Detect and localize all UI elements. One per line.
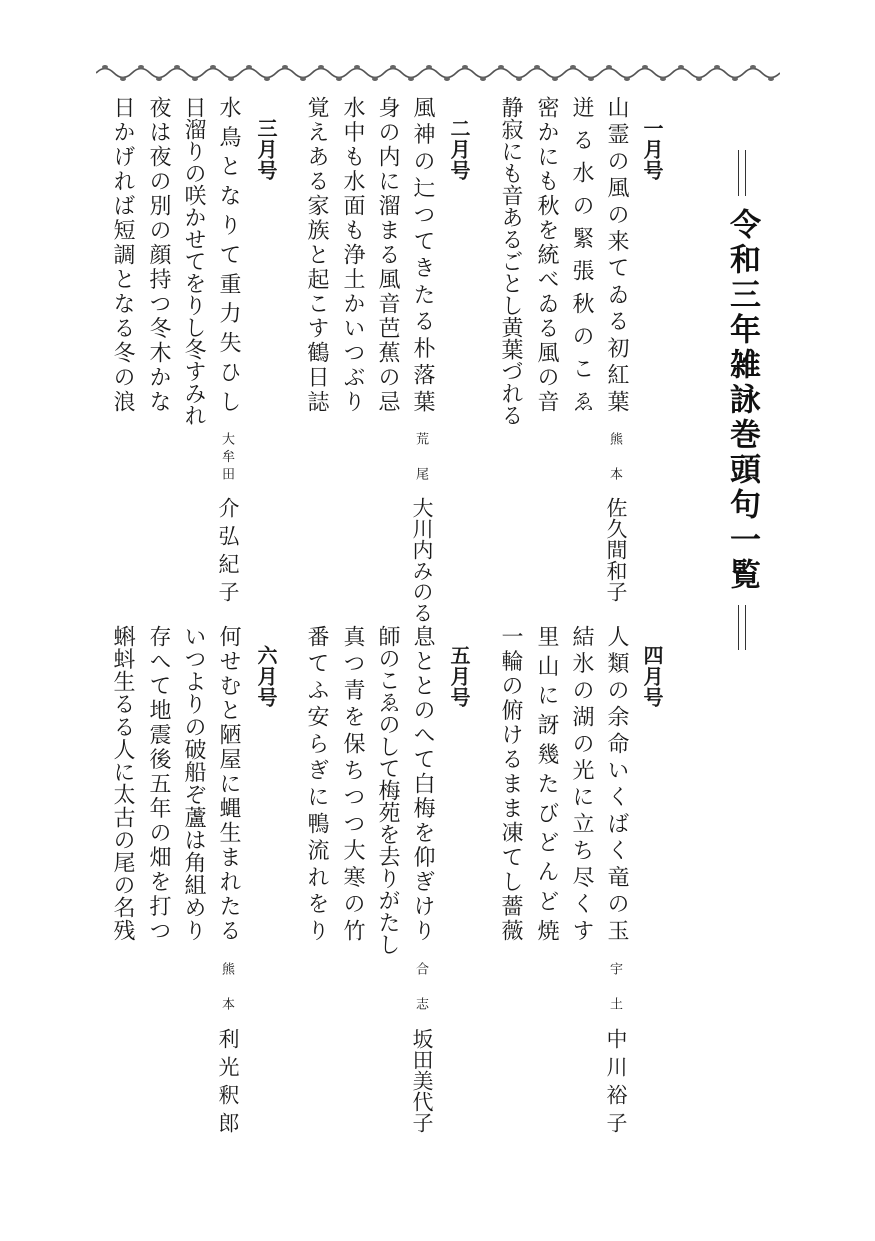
haiku-line: 真つ青を保ちつつ大寒の竹 <box>340 625 365 941</box>
page-title: 令和三年雑詠巻頭句一覧 <box>724 207 760 593</box>
issue-heading-january: 一月号 <box>640 118 664 181</box>
haiku-line: 結氷の湖の光に立ち尽くす <box>569 625 594 941</box>
haiku-line: 師のこゑのして梅苑を去りがたし <box>375 625 400 955</box>
issue-heading-april: 四月号 <box>640 645 664 708</box>
issue-heading-june: 六月号 <box>254 645 278 708</box>
haiku-line: いつよりの破船ぞ蘆は角組めり <box>181 625 206 941</box>
haiku-line: 密かにも秋を統べゐる風の音 <box>534 96 559 412</box>
author-name: 坂田美代子 <box>410 1028 434 1133</box>
haiku-line: 人類の余命いくばく竜の玉 <box>604 625 629 941</box>
author-name: 利光釈郎 <box>216 1028 240 1133</box>
author-place: 宇土 <box>607 962 622 1010</box>
haiku-line: 何せむと陋屋に蝿生まれたる <box>216 625 241 941</box>
haiku-line: 水鳥となりて重力失ひし <box>216 96 241 412</box>
haiku-line: 蝌蚪生るる人に太古の尾の名残 <box>110 625 135 941</box>
haiku-line: 日かげれば短調となる冬の浪 <box>110 96 135 412</box>
issue-heading-march: 三月号 <box>254 118 278 181</box>
haiku-line: 山霊の風の来てゐる初紅葉 <box>604 96 629 412</box>
author-place: 大牟田 <box>219 432 234 480</box>
haiku-line: 存へて地震後五年の畑を打つ <box>146 625 171 941</box>
author-name: 佐久間和子 <box>604 497 628 602</box>
haiku-line: 身の内に溜まる風音芭蕉の忌 <box>375 96 400 412</box>
title-block <box>722 150 762 650</box>
haiku-line: 夜は夜の別の顔持つ冬木かな <box>146 96 171 412</box>
haiku-line: 息ととのへて白梅を仰ぎけり <box>410 625 435 941</box>
author-place: 熊本 <box>607 432 622 480</box>
issue-heading-may: 五月号 <box>447 645 471 708</box>
author-place: 荒尾 <box>413 432 428 480</box>
decorative-vine-border <box>96 62 780 84</box>
haiku-line: 一輪の俯けるまま凍てし薔薇 <box>498 625 523 941</box>
title-rule-top <box>738 150 746 196</box>
haiku-line: 風神の辷つてきたる朴落葉 <box>410 96 435 412</box>
author-place: 合志 <box>413 962 428 1010</box>
haiku-line: 覚えある家族と起こす鶴日誌 <box>304 96 329 412</box>
author-name: 介弘紀子 <box>216 497 240 602</box>
haiku-line: 日溜りの咲かせてをりし冬すみれ <box>181 96 206 426</box>
haiku-line: 番てふ安らぎに鴨流れをり <box>304 625 329 941</box>
author-name: 大川内みのる <box>410 497 434 623</box>
author-place: 熊本 <box>219 962 234 1010</box>
haiku-line: 里山に訝幾たびどんど焼 <box>534 625 559 941</box>
haiku-line: 迸る水の緊張秋のこゑ <box>569 96 594 412</box>
haiku-line: 水中も水面も浄土かいつぶり <box>340 96 365 412</box>
author-name: 中川裕子 <box>604 1028 628 1133</box>
issue-heading-february: 二月号 <box>447 118 471 181</box>
haiku-line: 静寂にも音あるごとし黄葉づれる <box>498 96 523 426</box>
title-rule-bottom <box>738 605 746 651</box>
